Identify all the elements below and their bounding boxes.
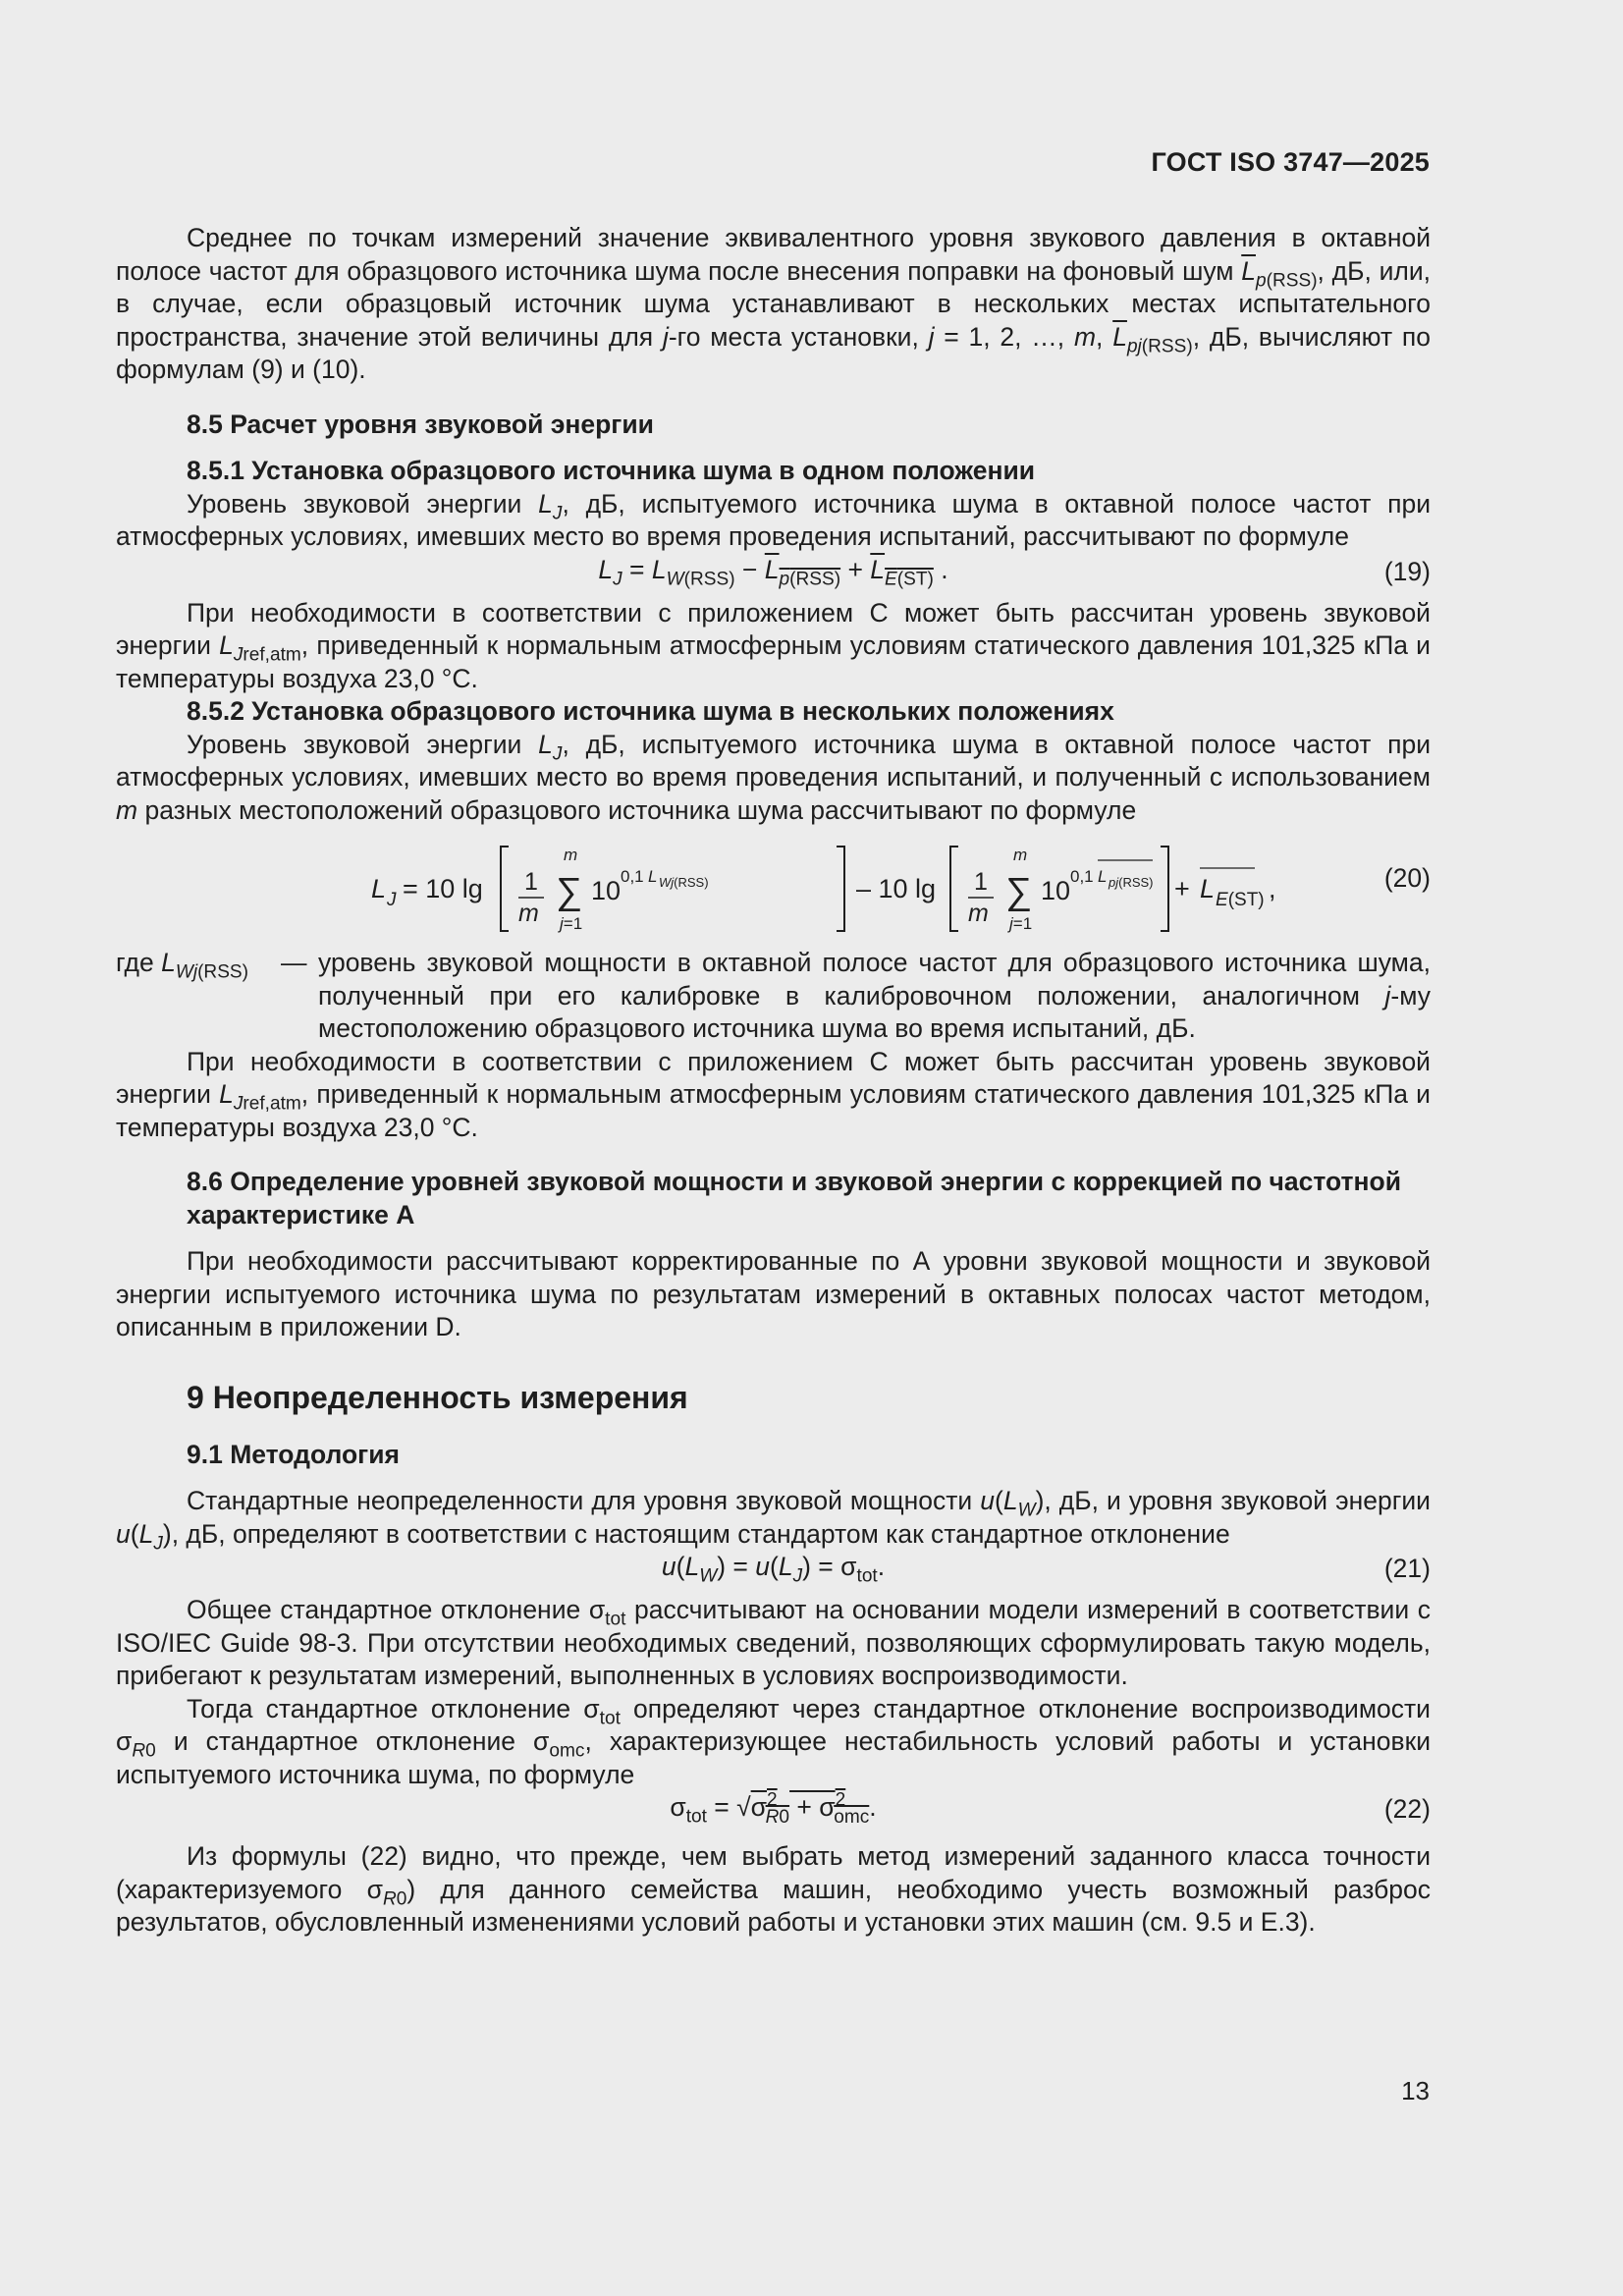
svg-text:– 10 lg: – 10 lg bbox=[856, 874, 937, 903]
svg-text:m: m bbox=[518, 900, 539, 927]
svg-text:,: , bbox=[1269, 874, 1276, 903]
section-8-5-2-paragraph-1: Уровень звуковой энергии $L_J$, дБ, испытуемого источника шума в октавной полосе частот при атмосферных условиях, имевших место во время проведения испытаний, и полученный с использованием m разных местоположений образцового источника шума рассчитывают по формуле bbox=[116, 729, 1432, 825]
section-9-1-paragraph-1: Стандартные неопределенности для уровня звуковой мощности $u(L_W)$, дБ, и уровня звуковой энергии $u(L_J)$, дБ, определяют в соответствии с настоящим стандартом как стандартное отклонение bbox=[116, 1486, 1431, 1555]
section-8-6-paragraph: При необходимости рассчитывают корректированные по А уровни звуковой мощности и звуковой энергии испытуемого источника шума по результатам измерений в октавных полосах частот методом, описанным в приложении D. bbox=[116, 1246, 1431, 1341]
equation-21: $u(L_W) = u(L_J) = \sigma_{tot}$. (21) bbox=[661, 1552, 1431, 1587]
svg-text:m: m bbox=[1013, 846, 1028, 864]
equation-22: $\sigma_{tot} = √\sigma^2_{R0} + \sigma^2_{omc}$. (22) bbox=[670, 1789, 1431, 1828]
svg-text:∑: ∑ bbox=[556, 871, 583, 912]
equation-20-graphic bbox=[371, 827, 1304, 947]
svg-text:L: L bbox=[371, 874, 387, 903]
section-8-5-title: 8.5 Расчет уровня звуковой энергии bbox=[187, 409, 654, 439]
svg-text:1: 1 bbox=[524, 868, 538, 896]
svg-text:m: m bbox=[968, 900, 989, 927]
svg-text:0,1: 0,1 bbox=[621, 867, 644, 886]
section-9-1-paragraph-3: Тогда стандартное отклонение $\sigma_{tot}$ определяют через стандартное отклонение воспроизводимости $\sigma_{R0}$ и стандартное отклонение $\sigma_{omc}$, характеризующее нестабильность условий работы и установки испытуемого источника шума, по формуле bbox=[116, 1693, 1432, 1789]
section-8-5-1-paragraph-2: При необходимости в соответствии с приложением С может быть рассчитан уровень звуковой энергии $L_{Jref,atm}$, приведенный к нормальным атмосферным условиям статического давления 101,325 кПа и температуры воздуха 23,0 °С. bbox=[116, 597, 1431, 693]
svg-text:0,1: 0,1 bbox=[1070, 867, 1094, 886]
section-8-5-1-title: 8.5.1 Установка образцового источника шума в одном положении bbox=[187, 456, 1036, 485]
svg-text:= 10 lg: = 10 lg bbox=[403, 874, 483, 903]
section-8-5-2-paragraph-2: При необходимости в соответствии с приложением С может быть рассчитан уровень звуковой энергии $L_{Jref,atm}$, приведенный к нормальным атмосферным условиям статического давления 101,325 кПа и температуры воздуха 23,0 °С. bbox=[116, 1046, 1431, 1142]
document-header: ГОСТ ISO 3747—2025 bbox=[1151, 147, 1430, 177]
svg-text:j=1: j=1 bbox=[1009, 914, 1033, 933]
svg-text:j=1: j=1 bbox=[560, 914, 583, 933]
svg-text:pj(RSS): pj(RSS) bbox=[1109, 875, 1154, 890]
equation-20 bbox=[116, 827, 1431, 947]
section-9-1-paragraph-4: Из формулы (22) видно, что прежде, чем выбрать метод измерений заданного класса точности (характеризуемого $\sigma_{R0}$) для данного семейства машин, необходимо учесть возможный разброс результатов, обусловленный изменениями условий работы и установки этих машин (см. 9.5 и Е.3). bbox=[116, 1841, 1432, 1937]
section-8-6-title: 8.6 Определение уровней звуковой мощности и звуковой энергии с коррекцией по частотной характеристике А bbox=[187, 1167, 1402, 1230]
svg-text:J: J bbox=[387, 890, 397, 910]
svg-text:m: m bbox=[564, 846, 578, 864]
equation-19: $L_J = L_{W(RSS)} - L_{p(RSS)} + L_{E(ST)}$ . (19) bbox=[598, 554, 1431, 590]
svg-text:10: 10 bbox=[591, 876, 622, 905]
svg-text:∑: ∑ bbox=[1005, 871, 1033, 912]
svg-text:L: L bbox=[1098, 867, 1108, 886]
svg-text:L: L bbox=[648, 867, 658, 886]
equation-20-number: (20) bbox=[1383, 863, 1431, 893]
section-8-5-2-title: 8.5.2 Установка образцового источника шума в нескольких положениях bbox=[187, 696, 1114, 726]
section-9-title: 9 Неопределенность измерения bbox=[187, 1379, 688, 1415]
equation-19-number: (19) bbox=[1383, 556, 1431, 586]
section-9-1-paragraph-2: Общее стандартное отклонение $\sigma_{tot}$ рассчитывают на основании модели измерений в соответствии с ISO/IEC Guide 98-3. При отсутствии необходимых сведений, позволяющих сформулировать такую модель, прибегают к результатам измерений, выполненных в условиях воспроизводимости. bbox=[116, 1595, 1431, 1690]
intro-paragraph: Среднее по точкам измерений значение эквивалентного уровня звукового давления в октавной полосе частот для образцового источника шума после внесения поправки на фоновый шум $\overline{L}_{p(RSS)}$, дБ, или, в случае, если образцовый источник шума устанавливают в нескольких местах испытательного пространства, значение этой величины для j-го места установки, j = 1, 2, …, m, $\overline{L}_{pj(RSS)}$, дБ, вычисляют по формулам (9) и (10). bbox=[116, 223, 1431, 384]
svg-text:10: 10 bbox=[1041, 876, 1071, 905]
page-number: 13 bbox=[1401, 2076, 1430, 2105]
svg-text:+: + bbox=[1174, 874, 1190, 903]
svg-text:E(ST): E(ST) bbox=[1216, 890, 1265, 910]
section-9-1-title: 9.1 Методология bbox=[187, 1439, 400, 1469]
equation-21-number: (21) bbox=[1383, 1554, 1431, 1583]
svg-text:L: L bbox=[1200, 874, 1216, 903]
svg-text:1: 1 bbox=[974, 868, 988, 896]
document-body bbox=[116, 222, 1431, 1940]
where-clause: где $L_{Wj(RSS)}$ — уровень звуковой мощности в октавной полосе частот для образцового источника шума, полученный при его калибровке в калибровочном положении, аналогичном j-му местоположению образцового источника шума во время испытаний, дБ. bbox=[116, 948, 1432, 1043]
svg-text:Wj(RSS): Wj(RSS) bbox=[659, 875, 709, 890]
equation-22-number: (22) bbox=[1383, 1794, 1431, 1824]
section-8-5-1-paragraph-1: Уровень звуковой энергии $L_J$, дБ, испытуемого источника шума в октавной полосе частот при атмосферных условиях, имевших место во время проведения испытаний, рассчитывают по формуле bbox=[116, 488, 1432, 551]
